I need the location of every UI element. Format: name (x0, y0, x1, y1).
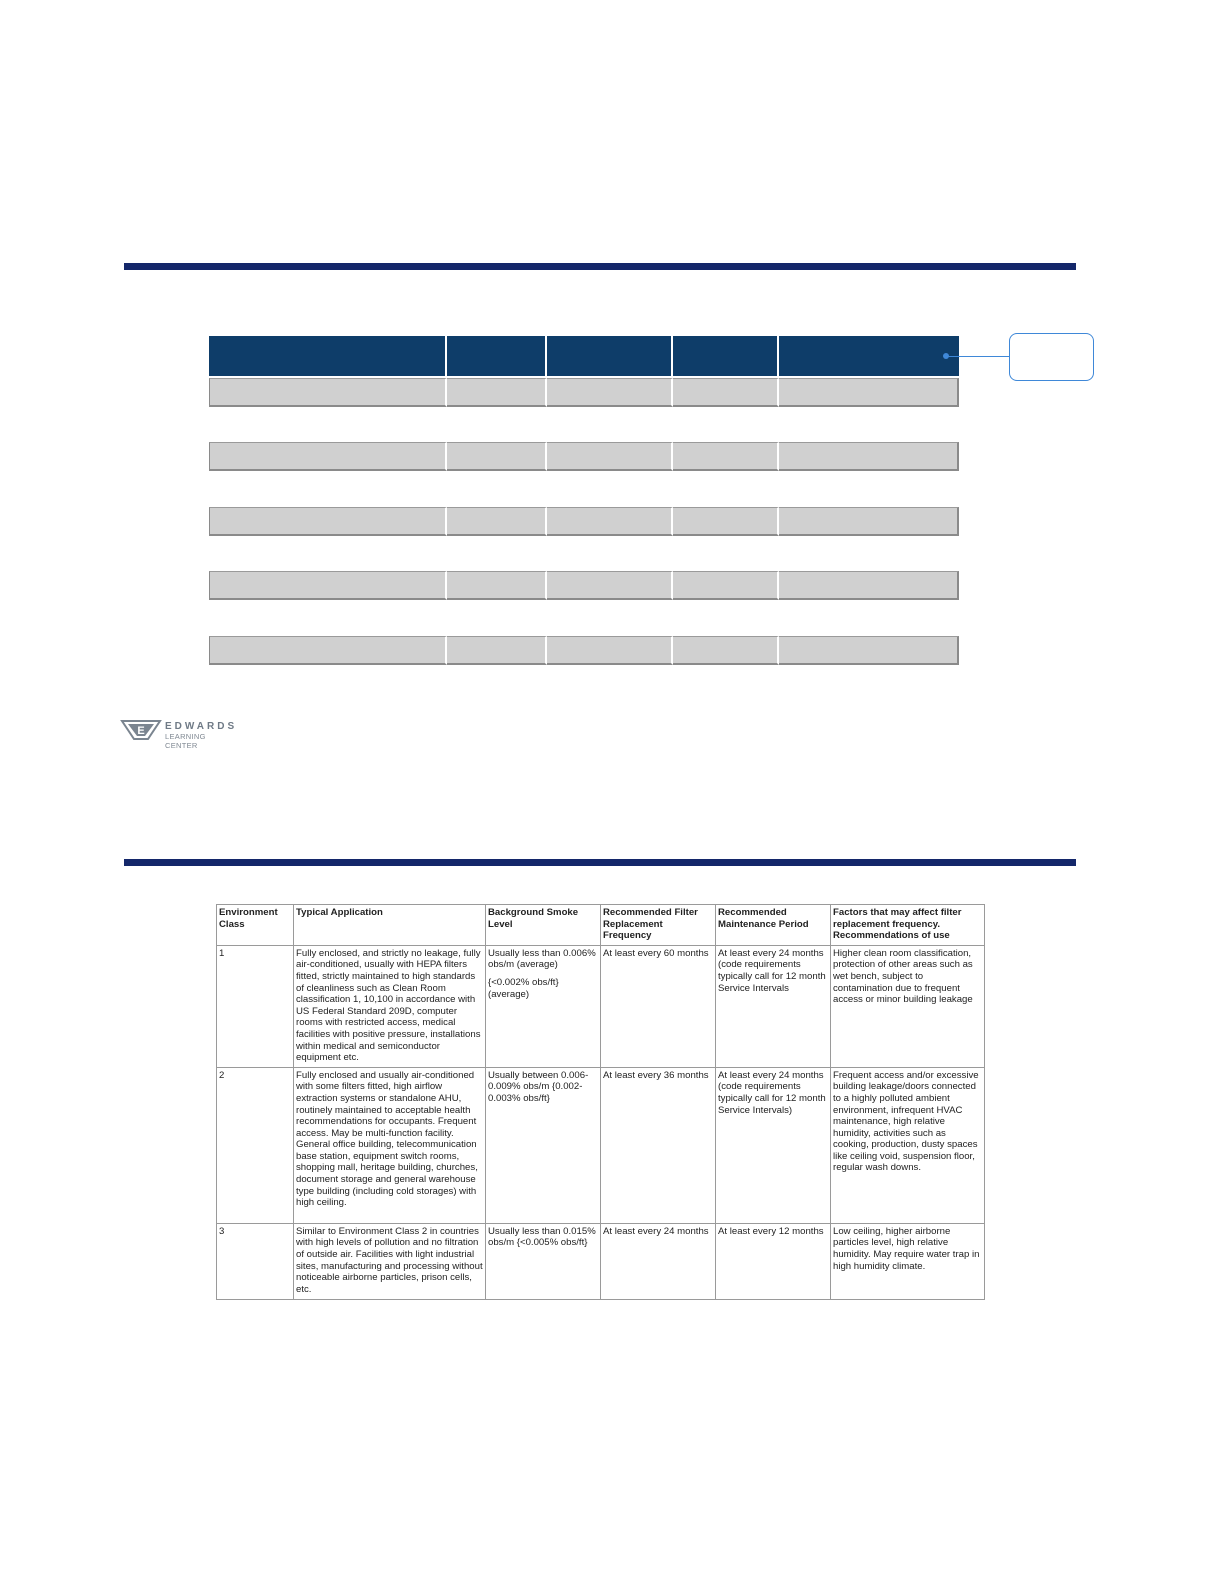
summary-header-cell (447, 336, 547, 376)
summary-header-cell (779, 336, 959, 376)
cell-factors: Higher clean room classification, protection of other areas such as wet bench, subject to contamination due to frequent access or minor building leakage (831, 945, 985, 1067)
cell-application: Fully enclosed, and strictly no leakage, fully air-conditioned, usually with HEPA filters fitted, strictly maintained to high standards of cleanliness such as Clean Room classification 1, 10,100 in accordance with US Federal Standard 209D, computer rooms with restricted access, medical facilities with positive pressure, installations within medical and semiconductor equipment etc. (294, 945, 486, 1067)
environment-class-table (216, 904, 985, 1300)
cell-smoke-level (486, 1067, 601, 1223)
summary-cell (547, 571, 673, 600)
cell-factors: Low ceiling, higher airborne particles level, high relative humidity. May require water trap in high humidity climate. (831, 1223, 985, 1299)
cell-maintenance: At least every 12 months (716, 1223, 831, 1299)
summary-cell (779, 571, 959, 600)
summary-cell (447, 636, 547, 665)
smoke-level-line: {<0.002% obs/ft} (average) (488, 976, 559, 1000)
smoke-level-line: Usually between 0.006-0.009% obs/m {0.002-0.003% obs/ft} (488, 1069, 589, 1104)
cell-smoke-level (486, 1223, 601, 1299)
summary-table-row (209, 571, 959, 600)
table-row (217, 1223, 985, 1299)
summary-cell (209, 571, 447, 600)
edwards-logo (120, 717, 240, 750)
summary-cell (779, 378, 959, 407)
summary-header-cell (547, 336, 673, 376)
cell-maintenance: At least every 24 months (code requirements typically call for 12 month Service Intervals) (716, 1067, 831, 1223)
summary-cell (673, 636, 779, 665)
summary-cell (779, 442, 959, 471)
cell-filter-frequency: At least every 24 months (601, 1223, 716, 1299)
cell-class: 1 (217, 945, 294, 1067)
callout-connector (946, 356, 1010, 357)
logo-name: EDWARDS (165, 721, 238, 732)
edwards-emblem-icon (120, 717, 162, 743)
smoke-level-line: Usually less than 0.015% obs/m {<0.005% obs/ft} (488, 1225, 596, 1249)
summary-header-cell (209, 336, 447, 376)
header-factors: Factors that may affect filter replacement frequency. Recommendations of use (831, 905, 985, 946)
section-rule-bottom (124, 859, 1076, 866)
summary-cell (779, 507, 959, 536)
cell-application: Similar to Environment Class 2 in countries with high levels of pollution and no filtration of outside air. Facilities with light industrial sites, manufacturing and processing without noticeable airborne particles, prison cells, etc. (294, 1223, 486, 1299)
summary-table-blank (209, 336, 959, 666)
callout-box (1009, 333, 1094, 381)
summary-cell (547, 378, 673, 407)
logo-subtitle: LEARNING CENTER (165, 732, 206, 750)
summary-header-cell (673, 336, 779, 376)
summary-cell (447, 507, 547, 536)
header-background-smoke-level: Background Smoke Level (486, 905, 601, 946)
summary-cell (779, 636, 959, 665)
cell-filter-frequency: At least every 36 months (601, 1067, 716, 1223)
summary-cell (447, 571, 547, 600)
header-maintenance-period: Recommended Maintenance Period (716, 905, 831, 946)
summary-cell (547, 507, 673, 536)
cell-class: 2 (217, 1067, 294, 1223)
table-row (217, 1067, 985, 1223)
header-filter-replacement-frequency: Recommended Filter Replacement Frequency (601, 905, 716, 946)
logo-emblem-letter: E (137, 725, 145, 737)
summary-cell (673, 442, 779, 471)
summary-cell (209, 507, 447, 536)
cell-class: 3 (217, 1223, 294, 1299)
summary-table-row (209, 442, 959, 471)
summary-cell (209, 442, 447, 471)
cell-filter-frequency: At least every 60 months (601, 945, 716, 1067)
summary-cell (547, 636, 673, 665)
summary-table-row (209, 378, 959, 407)
section-rule-top (124, 263, 1076, 270)
summary-cell (673, 378, 779, 407)
cell-smoke-level (486, 945, 601, 1067)
summary-cell (209, 378, 447, 407)
summary-cell (447, 442, 547, 471)
table-row (217, 945, 985, 1067)
cell-maintenance: At least every 24 months (code requirements typically call for 12 month Service Intervals (716, 945, 831, 1067)
smoke-level-line: Usually less than 0.006% obs/m (average) (488, 947, 596, 971)
summary-table-row (209, 507, 959, 536)
summary-cell (447, 378, 547, 407)
header-typical-application: Typical Application (294, 905, 486, 946)
cell-factors: Frequent access and/or excessive building leakage/doors connected to a highly polluted ambient environment, infrequent HVAC maintenance, high relative humidity, activities such as cooking, production, dusty spaces like ceiling void, suspension floor, regular wash downs. (831, 1067, 985, 1223)
callout-anchor-dot (943, 353, 949, 359)
summary-cell (209, 636, 447, 665)
summary-cell (673, 507, 779, 536)
summary-table-row (209, 636, 959, 665)
header-environment-class: Environment Class (217, 905, 294, 946)
summary-cell (547, 442, 673, 471)
cell-application: Fully enclosed and usually air-conditioned with some filters fitted, high airflow extraction systems or standalone AHU, routinely maintained to acceptable health recommendations for occupants. Frequent access. May be multi-function facility. General office building, telecommunication base station, equipment switch rooms, shopping mall, heritage building, churches, document storage and general warehouse type building (including cold storages) with high ceiling. (294, 1067, 486, 1223)
summary-table-header (209, 336, 959, 376)
table-header-row (217, 905, 985, 946)
summary-cell (673, 571, 779, 600)
